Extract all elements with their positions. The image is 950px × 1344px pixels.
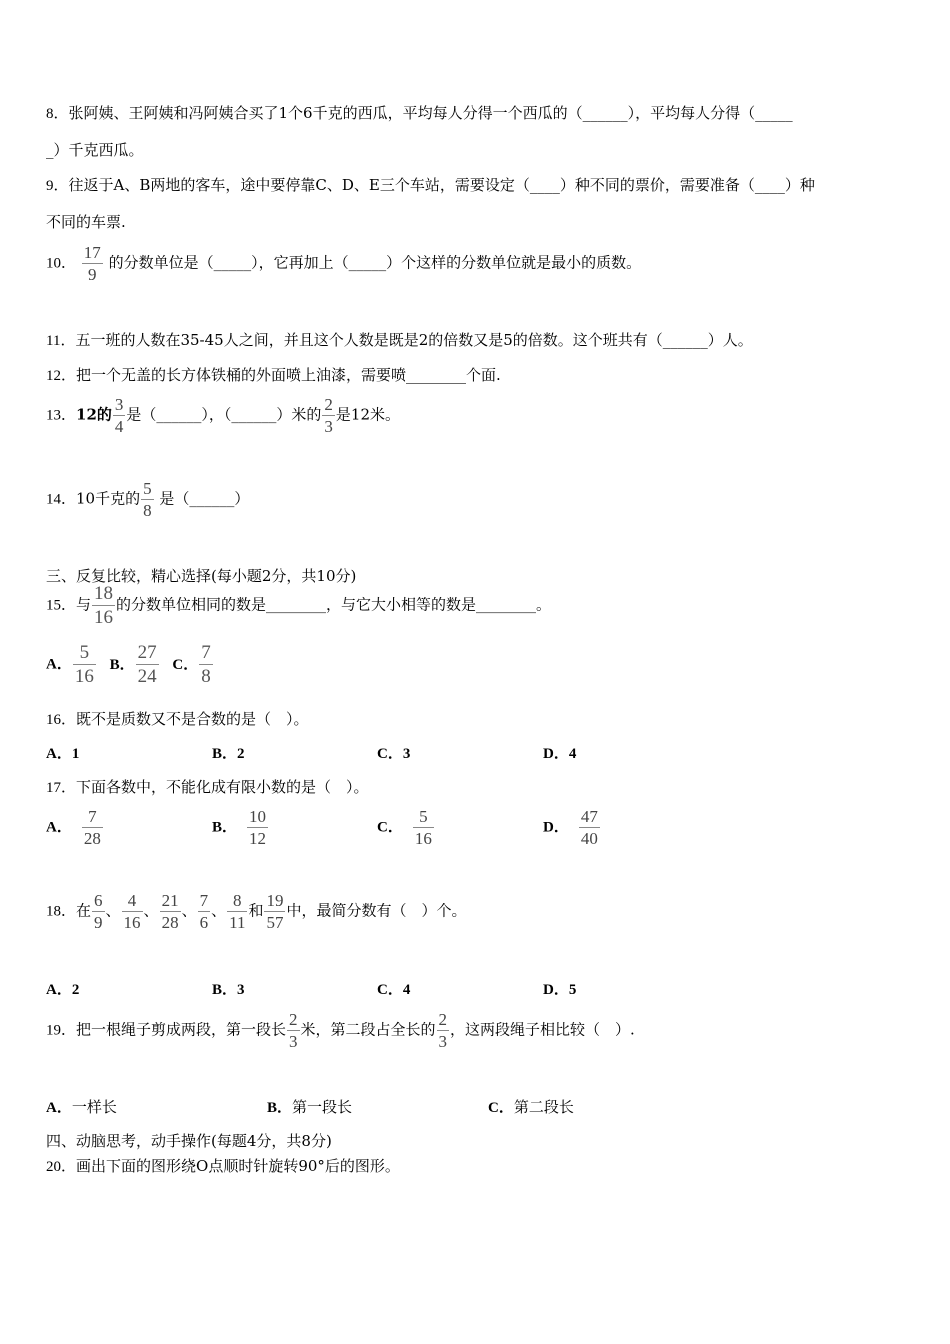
question-number: 18．	[46, 903, 77, 920]
fraction: $\frac{8}{11}$	[229, 891, 246, 932]
question-text: 的分数单位是（_____），它再加上（_____）个这样的分数单位就是最小的质数。	[108, 253, 642, 272]
question-9-continued	[46, 211, 126, 232]
question-number: 13．	[46, 407, 77, 424]
question-number: 19．	[46, 1022, 77, 1039]
option-b[interactable]: B．第一段长	[267, 1098, 353, 1116]
option-b-fraction[interactable]: $\frac{27}{24}$	[137, 642, 157, 687]
question-number: 9．	[46, 178, 69, 194]
fraction: $\frac{17}{9}$	[83, 243, 101, 284]
option-c[interactable]: C． $\frac{5}{16}$	[377, 807, 432, 848]
question-10	[46, 244, 641, 283]
section-4-title: 四、动脑思考，动手操作(每题4分，共8分)	[46, 1132, 332, 1150]
option-b-label[interactable]: B．	[109, 656, 135, 673]
question-number: 15．	[46, 597, 77, 614]
option-a[interactable]: A． $\frac{7}{28}$	[46, 807, 101, 848]
question-text: 不同的车票.	[46, 213, 126, 231]
question-12	[46, 364, 501, 385]
question-text: _）千克西瓜。	[46, 141, 144, 159]
question-11	[46, 329, 753, 350]
question-number: 11．	[46, 333, 76, 349]
question-number: 8．	[46, 106, 69, 122]
option-d[interactable]: D． $\frac{47}{40}$	[543, 807, 598, 848]
fraction: $\frac{2}{3}$	[438, 1010, 448, 1051]
question-13: 13．12的 $\frac{3}{4}$ 是（______），（______）米的 $\frac{2}{3}$ 是12米。	[46, 395, 400, 436]
option-b[interactable]: B．3	[212, 982, 245, 998]
question-8	[46, 102, 793, 123]
fraction: $\frac{2}{3}$	[324, 395, 333, 436]
option-d[interactable]: D．4	[543, 746, 577, 762]
option-c-label[interactable]: C．	[172, 656, 199, 673]
fraction: $\frac{6}{9}$	[94, 891, 103, 932]
option-a[interactable]: A．1	[46, 746, 80, 762]
option-a[interactable]: A．2	[46, 982, 80, 998]
question-9	[46, 174, 815, 195]
question-number: 17．	[46, 780, 77, 796]
question-text: 张阿姨、王阿姨和冯阿姨合买了1个6千克的西瓜，平均每人分得一个西瓜的（______），平均每人分得（_____	[68, 104, 793, 122]
question-number: 12．	[46, 368, 77, 384]
question-15-options	[46, 643, 214, 686]
question-number: 16．	[46, 712, 77, 728]
option-c-fraction[interactable]: $\frac{7}{8}$	[201, 642, 211, 687]
question-20	[46, 1155, 400, 1176]
question-15: 15．与 $\frac{18}{16}$ 的分数单位相同的数是________，与它大小相等的数是________。	[46, 583, 552, 628]
fraction: $\frac{2}{3}$	[289, 1010, 298, 1051]
question-number: 10．	[46, 255, 77, 272]
option-a-fraction[interactable]: $\frac{5}{16}$	[74, 642, 94, 687]
option-c[interactable]: C．第二段长	[488, 1098, 574, 1116]
question-text: 往返于A、B两地的客车，途中要停靠C、D、E三个车站，需要设定（____）种不同的票价，需要准备（____）种	[68, 176, 815, 194]
question-17	[46, 776, 369, 797]
question-text: 把一个无盖的长方体铁桶的外面喷上油漆，需要喷________个面.	[76, 366, 501, 384]
option-c[interactable]: C．4	[377, 982, 411, 998]
fraction: $\frac{18}{16}$	[94, 583, 114, 628]
section-3-title: 三、反复比较，精心选择(每小题2分，共10分)	[46, 567, 357, 585]
fraction: $\frac{21}{28}$	[161, 891, 179, 932]
question-text: 五一班的人数在35-45人之间，并且这个人数是既是2的倍数又是5的倍数。这个班共有（______）人。	[75, 331, 753, 349]
fraction: $\frac{7}{6}$	[199, 891, 209, 932]
fraction: $\frac{5}{8}$	[143, 479, 152, 520]
question-14: 14．10千克的 $\frac{5}{8}$ 是（______）	[46, 479, 250, 520]
question-8-continued	[46, 139, 144, 160]
fraction: $\frac{3}{4}$	[114, 395, 124, 436]
option-a[interactable]: A．一样长	[46, 1098, 117, 1116]
option-b[interactable]: B．2	[212, 746, 245, 762]
question-16	[46, 708, 309, 729]
option-d[interactable]: D．5	[543, 982, 577, 998]
question-text: 画出下面的图形绕O点顺时针旋转90°后的图形。	[76, 1157, 400, 1175]
fraction: $\frac{4}{16}$	[123, 891, 141, 932]
question-18: 18．在 $\frac{6}{9}$ 、 $\frac{4}{16}$ 、 $\frac{21}{28}$ 、 $\frac{7}{6}$ 、 $\frac{8}{11}$ 和 $\frac{19}{57}$ 中，最简分数有（ ）个。	[46, 891, 467, 932]
option-c[interactable]: C．3	[377, 746, 411, 762]
option-a-label[interactable]: A．	[46, 656, 72, 673]
question-text: 下面各数中，不能化成有限小数的是（ ）。	[76, 778, 369, 796]
option-b[interactable]: B． $\frac{10}{12}$	[212, 807, 267, 848]
question-19: 19．把一根绳子剪成两段，第一段长 $\frac{2}{3}$ 米，第二段占全长的 $\frac{2}{3}$ ，这两段绳子相比较（ ）.	[46, 1010, 635, 1051]
question-number: 20．	[46, 1159, 77, 1175]
fraction: $\frac{19}{57}$	[266, 891, 284, 932]
question-text: 既不是质数又不是合数的是（ ）。	[76, 710, 309, 728]
question-number: 14．	[46, 491, 77, 508]
